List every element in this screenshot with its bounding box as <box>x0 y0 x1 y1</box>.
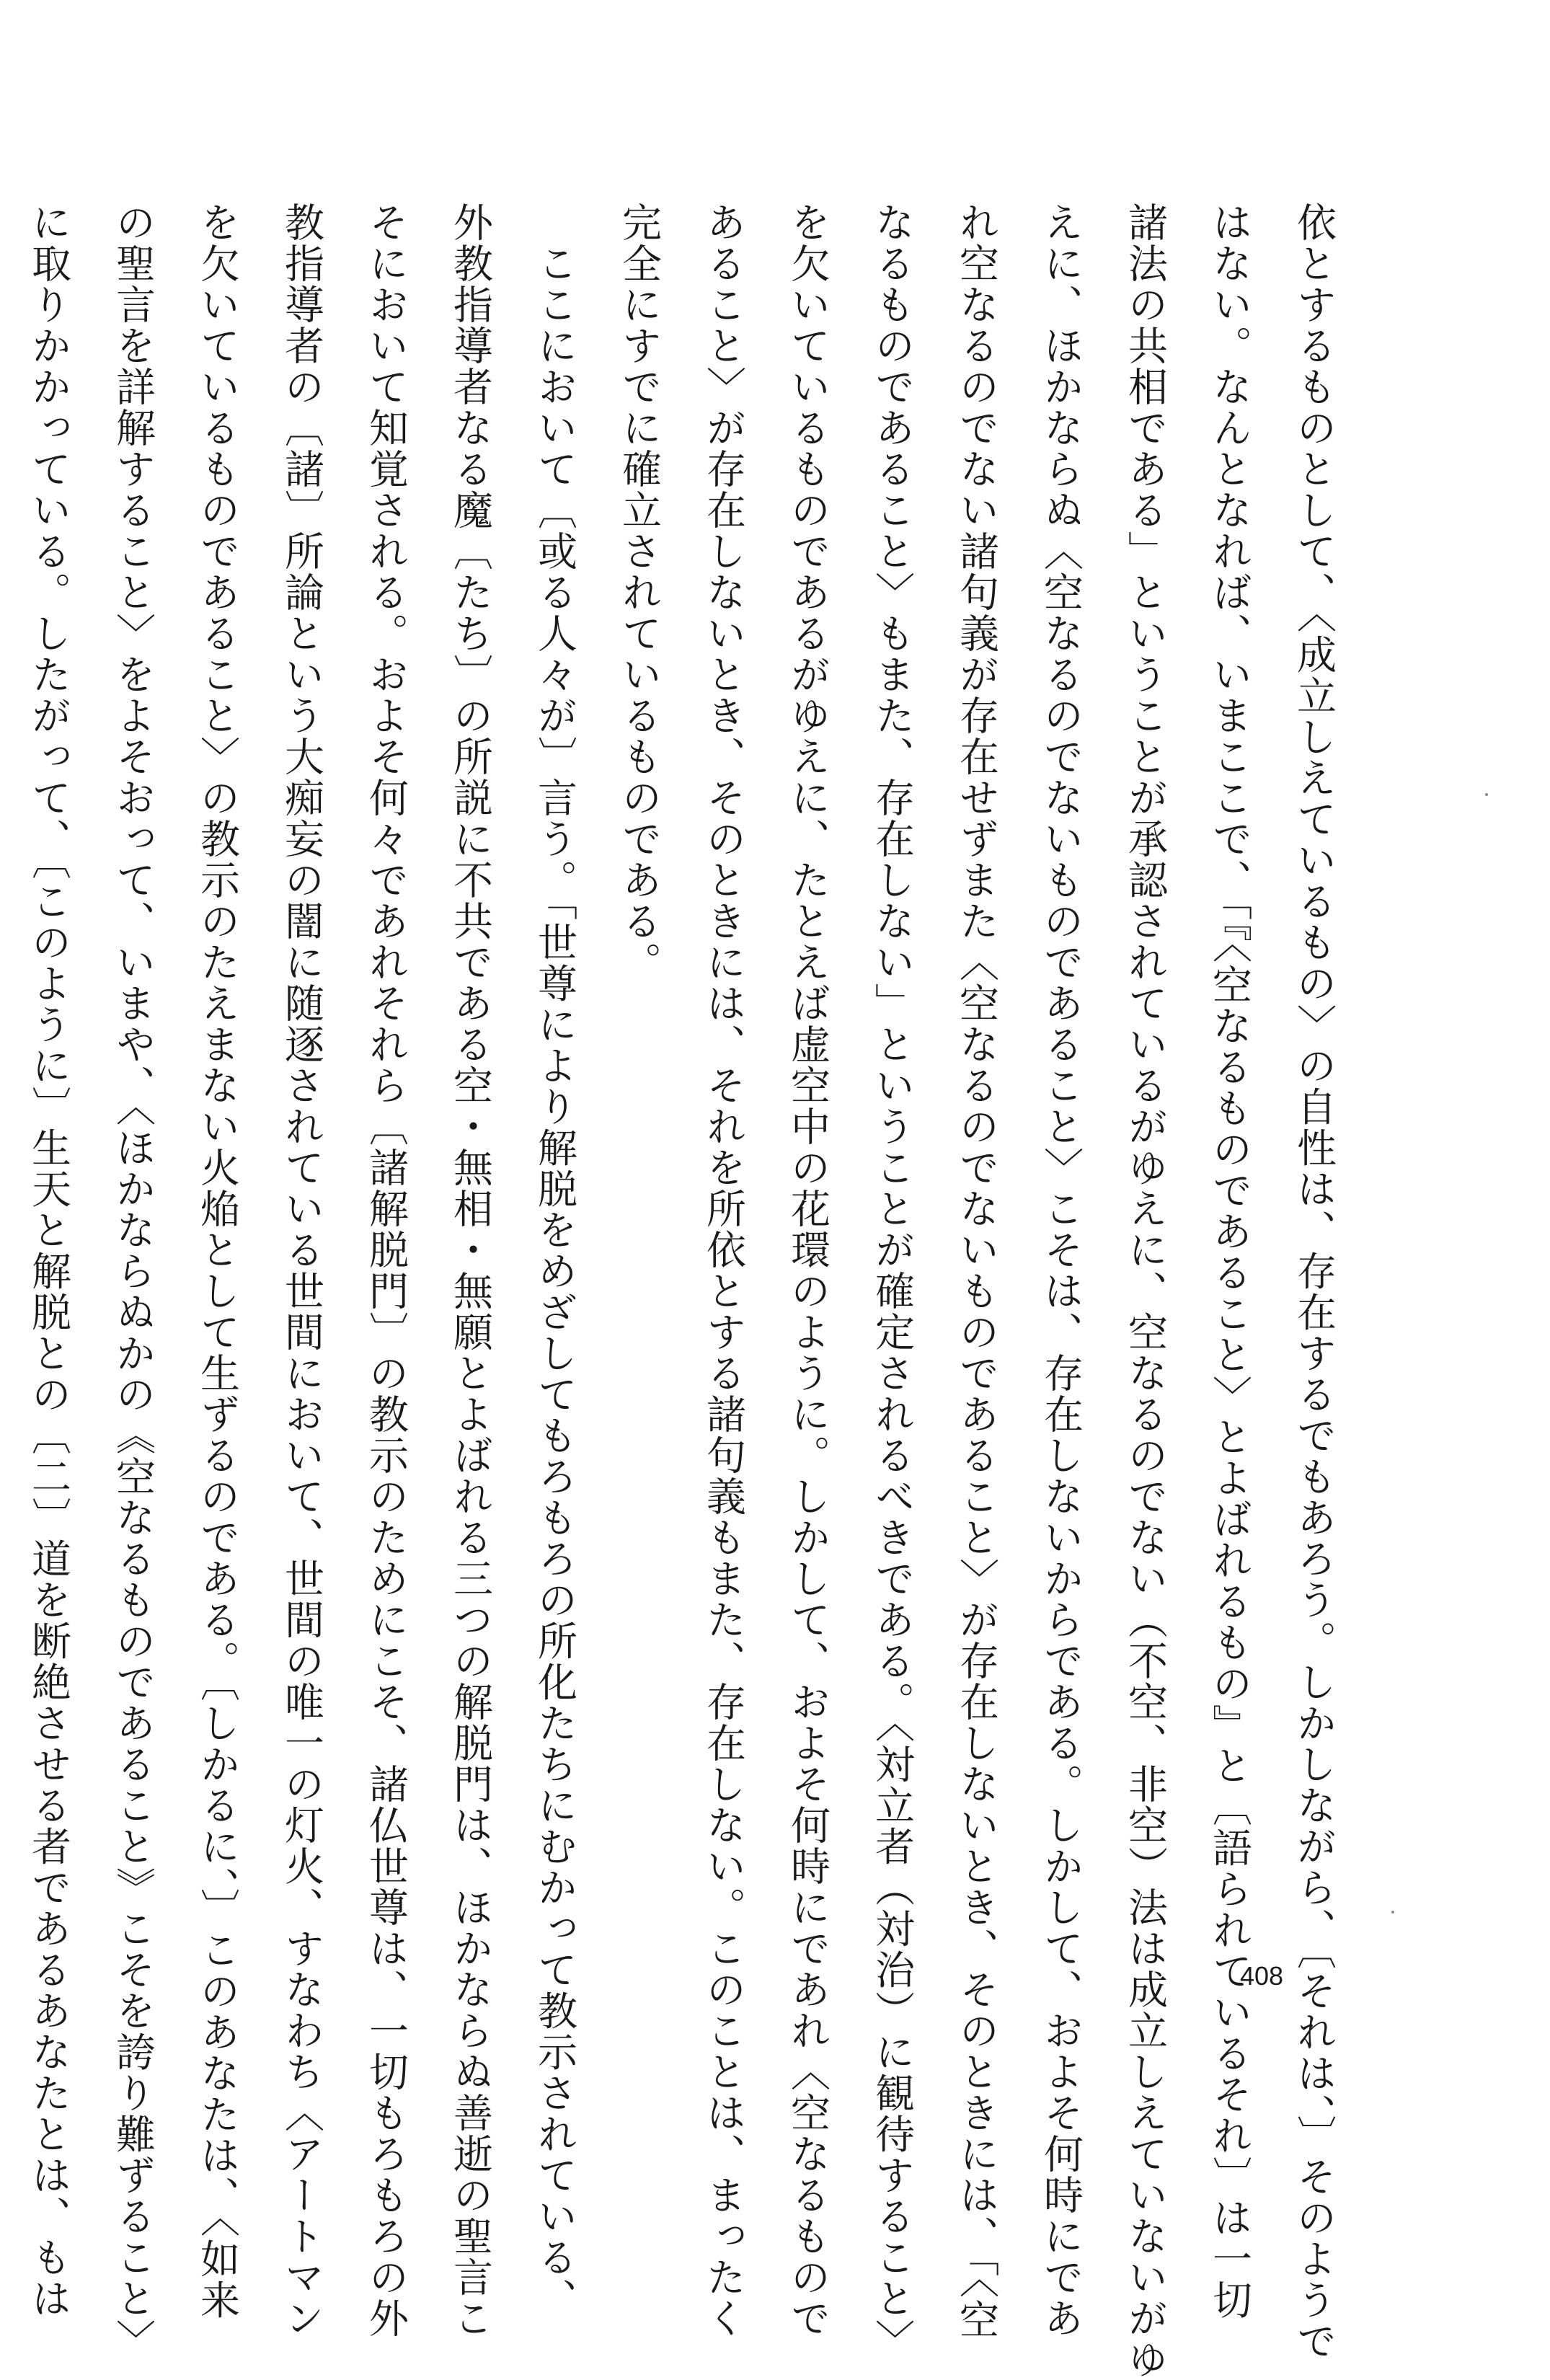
text-line: を欠いているものであること〉の教示のたえまない火焔として生ずるのである。〔しかるに、〕このあなたは、〈如来 <box>194 202 240 2321</box>
vertical-text-block <box>25 202 1355 2380</box>
text-line: 諸法の共相である」ということが承認されているがゆえに、空なるのでない（不空、非空）法は成立しえていないがゆ <box>1122 202 1168 2380</box>
text-line: はない。なんとなれば、いまここで、「『〈空なるものであること〉とよばれるもの』と〔語られているそれ〕は一切 <box>1206 202 1252 2321</box>
text-line: 依とするものとして、〈成立しえているもの〉の自性は、存在するでもあろう。しかしながら、〔それは、〕そのようで <box>1290 202 1337 2362</box>
scan-speck <box>1485 793 1488 796</box>
text-line: なるものであること〉もまた、存在しない」ということが確定されるべきである。〈対立者（対治）に観待すること〉 <box>869 202 915 2361</box>
text-line: の聖言を詳解すること〉をよそおって、いまや、〈ほかならぬかの《空なるものであること》こそを誇り難ずること〉 <box>110 202 156 2361</box>
page-number: 408 <box>1240 1961 1284 1991</box>
text-line: れ空なるのでない諸句義が存在せずまた〈空なるのでないものであること〉が存在しないとき、そのときには、「〈空 <box>953 202 999 2340</box>
text-line: を欠いているものであるがゆえに、たとえば虚空中の花環のように。しかして、およそ何時にであれ〈空なるもので <box>784 202 831 2339</box>
text-line: 教指導者の〔諸〕所論という大痴妄の闇に随逐されている世間において、世間の唯一の灯火、すなわち〈アートマン <box>278 202 324 2339</box>
text-line: に取りかかっている。したがって、〔このように〕生天と解脱との〔二〕道を断絶させる者であるあなたとは、もは <box>25 202 71 2319</box>
text-line: 外教指導者なる魔〔たち〕の所説に不共である空・無相・無願とよばれる三つの解脱門は、ほかならぬ善逝の聖言こ <box>447 202 493 2339</box>
scan-speck <box>1391 1911 1394 1914</box>
text-line: あること〉が存在しないとき、そのときには、それを所依とする諸句義もまた、存在しない。このことは、まったく <box>700 202 746 2339</box>
text-line: えに、ほかならぬ〈空なるのでないものであること〉こそは、存在しないからである。しかして、およそ何時にであ <box>1037 202 1084 2339</box>
text-line <box>0 202 6 1990</box>
text-line: そにおいて知覚される。およそ何々であれそれら〔諸解脱門〕の教示のためにこそ、諸仏世尊は、一切もろもろの外 <box>363 202 409 2339</box>
text-line: ここにおいて〔或る人々が〕言う。「世尊により解脱をめざしてもろもろの所化たちにむかって教示されている、 <box>531 202 577 2319</box>
text-line: 完全にすでに確立されているものである。 <box>616 202 662 983</box>
